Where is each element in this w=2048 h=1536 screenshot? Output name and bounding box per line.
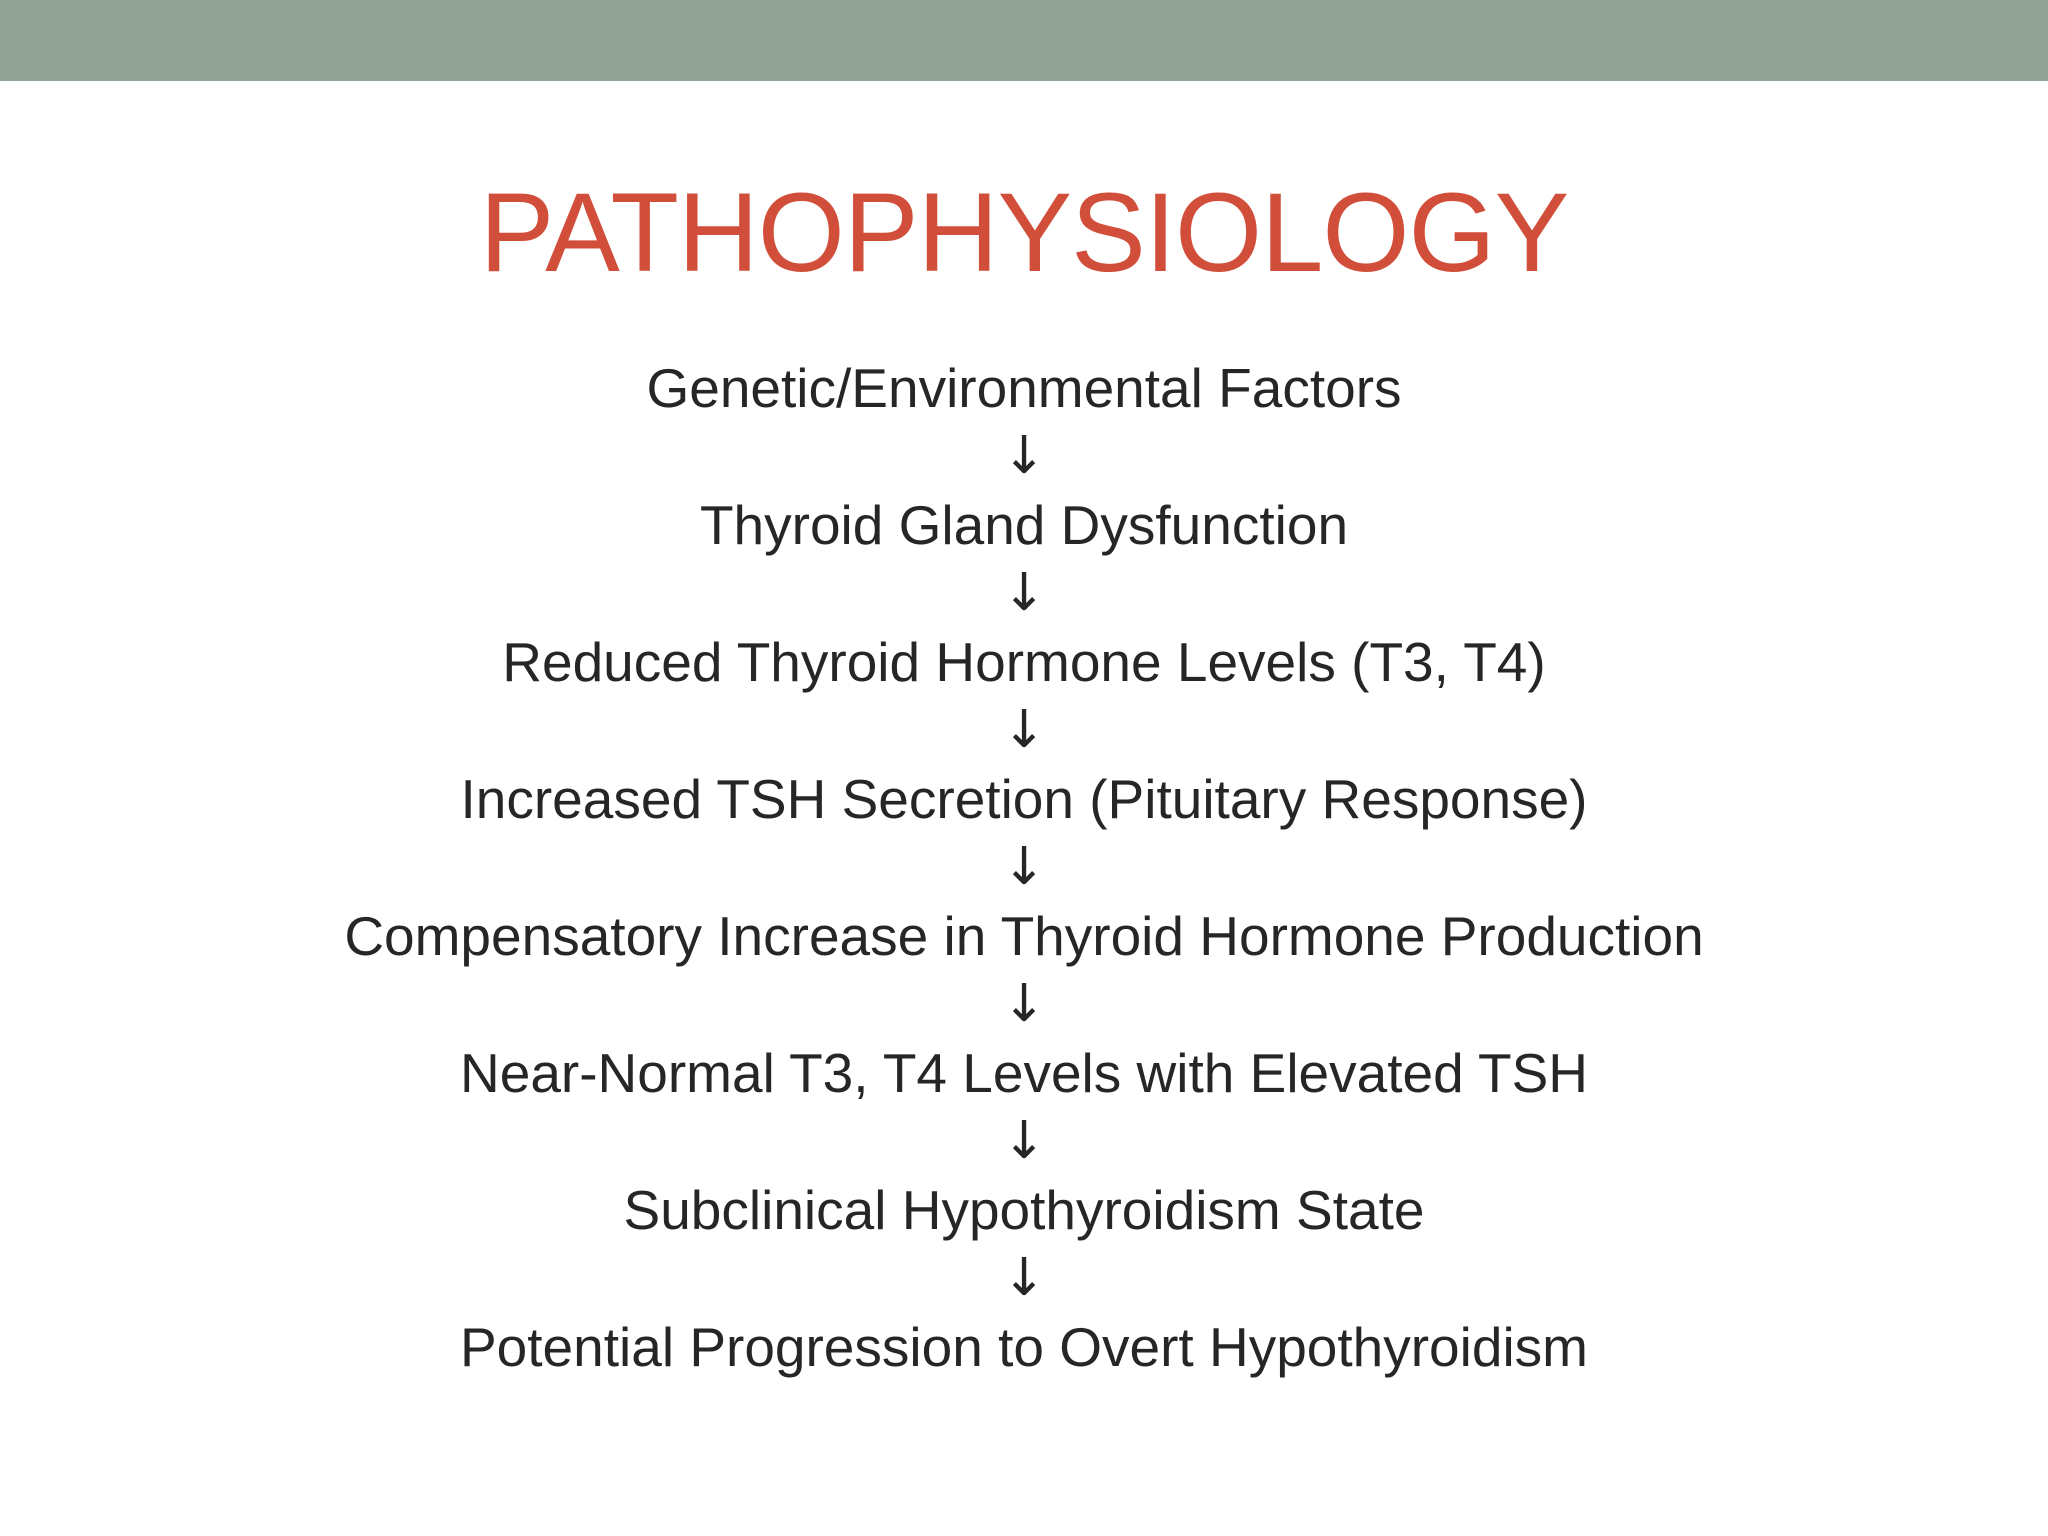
flow-step-potential-progression: Potential Progression to Overt Hypothyroidism xyxy=(460,1316,1588,1378)
pathophysiology-flowchart xyxy=(0,348,2048,1387)
flow-step-increased-tsh-secretion: Increased TSH Secretion (Pituitary Response) xyxy=(460,768,1588,830)
slide-title: PATHOPHYSIOLOGY xyxy=(479,170,1569,295)
down-arrow-icon: ↓ xyxy=(1002,1248,1046,1308)
down-arrow-icon: ↓ xyxy=(1002,837,1046,897)
flow-step-genetic-environmental-factors: Genetic/Environmental Factors xyxy=(646,357,1402,419)
flow-step-reduced-hormone-levels: Reduced Thyroid Hormone Levels (T3, T4) xyxy=(502,631,1546,693)
down-arrow-icon: ↓ xyxy=(1002,563,1046,623)
down-arrow-icon: ↓ xyxy=(1002,700,1046,760)
flow-step-compensatory-increase: Compensatory Increase in Thyroid Hormone Production xyxy=(344,905,1704,967)
flow-step-near-normal-levels: Near-Normal T3, T4 Levels with Elevated TSH xyxy=(460,1042,1588,1104)
flow-step-subclinical-state: Subclinical Hypothyroidism State xyxy=(623,1179,1425,1241)
down-arrow-icon: ↓ xyxy=(1002,1111,1046,1171)
down-arrow-icon: ↓ xyxy=(1002,426,1046,486)
down-arrow-icon: ↓ xyxy=(1002,974,1046,1034)
flow-step-thyroid-gland-dysfunction: Thyroid Gland Dysfunction xyxy=(699,494,1349,556)
header-bar xyxy=(0,0,2048,81)
